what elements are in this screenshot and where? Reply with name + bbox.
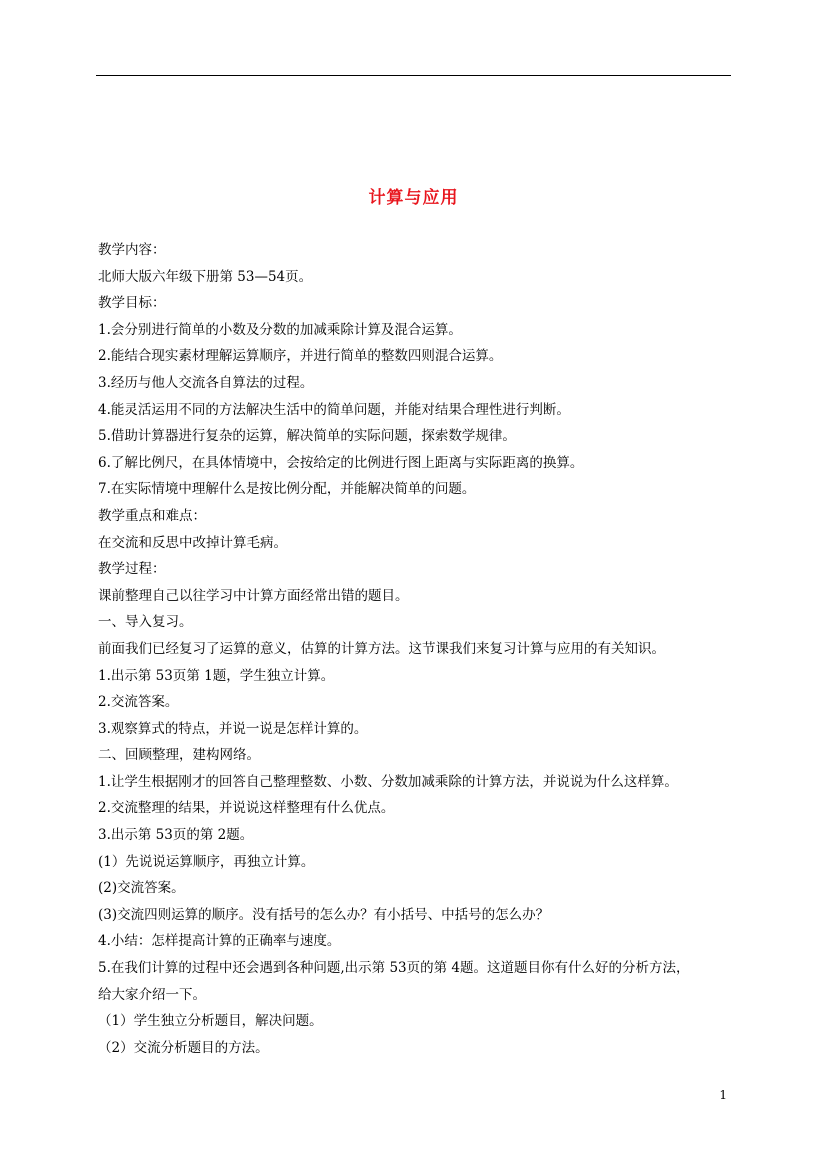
text-line: 1.会分别进行简单的小数及分数的加减乘除计算及混合运算。 [98,321,462,338]
text-line: 在交流和反思中改掉计算毛病。 [98,534,287,551]
text-line: 教学目标： [98,295,166,312]
text-line: 3.观察算式的特点，并说一说是怎样计算的。 [98,720,368,737]
text-line: 1.让学生根据刚才的回答自己整理整数、小数、分数加减乘除的计算方法，并说说为什么这样算。 [98,773,678,790]
text-line: 4.小结：怎样提高计算的正确率与速度。 [98,933,341,950]
text-line: 3.经历与他人交流各自算法的过程。 [98,374,314,391]
text-line: 给大家介绍一下。 [98,986,206,1003]
header-rule [96,75,731,76]
text-line: （2）交流分析题目的方法。 [98,1039,269,1056]
text-line: 3.出示第 53页的第 2题。 [98,827,254,844]
text-line: 一、导入复习。 [98,614,193,631]
text-line: 北师大版六年级下册第 53—54页。 [98,268,313,285]
text-line: 5.借助计算器进行复杂的运算，解决简单的实际问题，探索数学规律。 [98,428,516,445]
text-line: 前面我们已经复习了运算的意义，估算的计算方法。这节课我们来复习计算与应用的有关知识。 [98,640,665,657]
text-line: 教学重点和难点： [98,507,206,524]
text-line: 2.交流整理的结果，并说说这样整理有什么优点。 [98,800,395,817]
text-line: 课前整理自己以往学习中计算方面经常出错的题目。 [98,587,409,604]
text-line: 1.出示第 53页第 1题，学生独立计算。 [98,667,335,684]
text-line: 二、回顾整理，建构网络。 [98,747,260,764]
text-line: 7.在实际情境中理解什么是按比例分配，并能解决简单的问题。 [98,481,476,498]
text-line: （1）学生独立分析题目，解决问题。 [98,1013,323,1030]
text-line: 2.交流答案。 [98,694,179,711]
text-line: 2.能结合现实素材理解运算顺序，并进行简单的整数四则混合运算。 [98,348,503,365]
page-number: 1 [719,1088,727,1102]
text-line: (1）先说说运算顺序，再独立计算。 [98,853,315,870]
text-line: 教学过程： [98,561,166,578]
text-line: (3)交流四则运算的顺序。没有括号的怎么办？有小括号、中括号的怎么办？ [98,906,550,923]
text-line: 6.了解比例尺，在具体情境中，会按给定的比例进行图上距离与实际距离的换算。 [98,454,584,471]
document-title: 计算与应用 [368,188,459,208]
text-line: 4.能灵活运用不同的方法解决生活中的简单问题，并能对结果合理性进行判断。 [98,401,570,418]
text-line: 教学内容： [98,242,166,258]
text-line: (2)交流答案。 [98,880,185,897]
text-line: 5.在我们计算的过程中还会遇到各种问题,出示第 53页的第 4题。这道题目你有什么好的分析方法， [98,960,690,977]
document-body [98,237,733,1061]
